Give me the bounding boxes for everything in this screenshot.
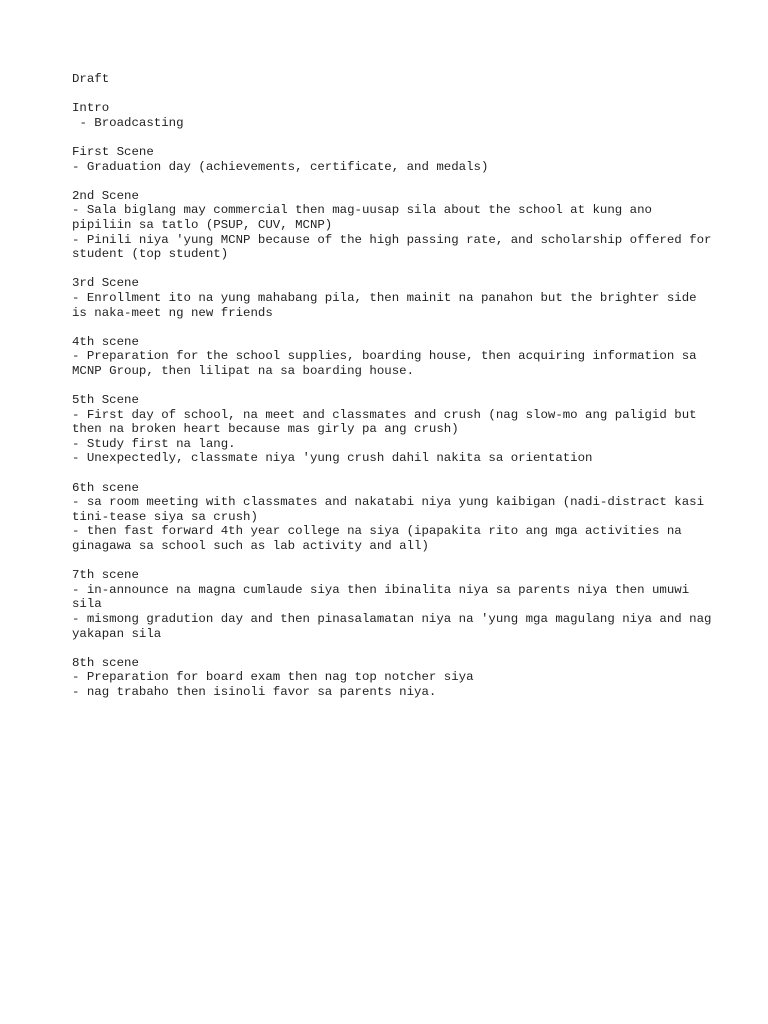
scene-heading: 3rd Scene [72, 276, 139, 291]
scene-heading: Intro [72, 101, 110, 116]
scene-line: - Sala biglang may commercial then mag-uusap sila about the school at kung ano pipiliin sa tatlo (PSUP, CUV, MCNP) [72, 203, 660, 232]
document-page [72, 72, 719, 714]
scene-line: - Unexpectedly, classmate niya 'yung crush dahil nakita sa orientation [72, 451, 593, 466]
scene-heading: First Scene [72, 144, 154, 159]
scene-line: - Enrollment ito na yung mahabang pila, then mainit na panahon but the brighter side is naka-meet ng new friends [72, 290, 705, 320]
scene-heading: 4th scene [72, 334, 139, 349]
scene-section [72, 481, 712, 554]
scene-heading: 2nd Scene [72, 188, 139, 203]
scene-line: - sa room meeting with classmates and nakatabi niya yung kaibigan (nadi-distract kasi tini-tease siya sa crush) [72, 495, 712, 524]
scene-heading: 7th scene [72, 568, 139, 583]
scene-line: - Graduation day (achievements, certificate, and medals) [72, 159, 489, 174]
scene-heading: 5th Scene [72, 393, 139, 408]
scene-section [72, 393, 712, 466]
document-title: Draft [72, 72, 110, 86]
scene-section [72, 188, 719, 262]
scene-line: - Study first na lang. [72, 436, 236, 451]
scene-line: - Preparation for the school supplies, boarding house, then acquiring information sa MCNP Group, then lilipat na sa boarding house. [72, 349, 705, 378]
scene-section [72, 101, 712, 130]
scene-heading: 8th scene [72, 655, 139, 670]
document-sections [72, 101, 719, 699]
scene-line: - in-announce na magna cumlaude siya then ibinalita niya sa parents niya then umuwi sila [72, 582, 697, 612]
scene-line: - then fast forward 4th year college na siya (ipapakita rito ang mga activities na ginagawa sa school such as lab activity and all) [72, 524, 690, 553]
scene-section [72, 656, 712, 700]
scene-section [72, 568, 719, 641]
scene-section [72, 145, 712, 174]
scene-line: - mismong gradution day and then pinasalamatan niya na 'yung mga magulang niya and nag yakapan sila [72, 611, 719, 641]
scene-heading: 6th scene [72, 480, 139, 495]
scene-section [72, 335, 712, 379]
scene-line: - Preparation for board exam then nag top notcher siya [72, 670, 474, 685]
scene-line: - nag trabaho then isinoli favor sa parents niya. [72, 684, 437, 699]
scene-section [72, 276, 712, 320]
scene-line: - Pinili niya 'yung MCNP because of the high passing rate, and scholarship offered for student (top student) [72, 232, 719, 262]
scene-line: - Broadcasting [72, 115, 184, 130]
scene-line: - First day of school, na meet and classmates and crush (nag slow-mo ang paligid but then na broken heart because mas girly pa ang crush) [72, 407, 705, 437]
